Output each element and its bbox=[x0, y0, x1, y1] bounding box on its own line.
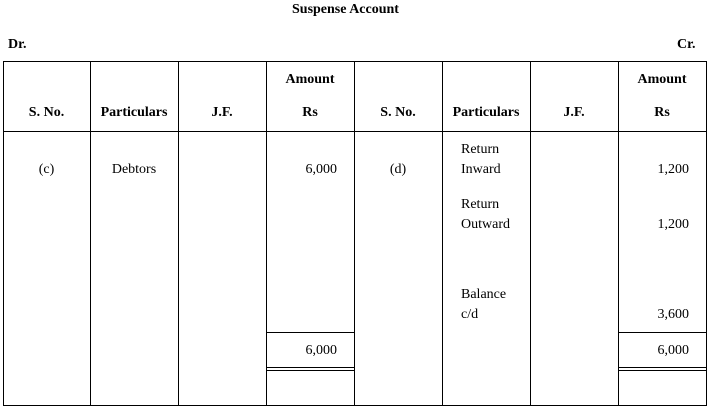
header-rs: Rs bbox=[302, 105, 318, 120]
credit-entry-amount: 1,200 bbox=[657, 162, 689, 177]
credit-entry-particulars-line1: Return bbox=[461, 197, 500, 212]
header-amount: Amount bbox=[285, 72, 335, 87]
table-bottom-border bbox=[3, 405, 707, 406]
header-amount: Amount bbox=[637, 72, 687, 87]
header-particulars: Particulars bbox=[452, 105, 520, 120]
debit-total-rule bbox=[266, 332, 355, 333]
credit-entry-particulars-line2: Inward bbox=[461, 162, 501, 177]
debit-entry-amount: 6,000 bbox=[305, 162, 337, 177]
debit-entry-sno: (c) bbox=[38, 162, 55, 177]
col-line bbox=[706, 61, 707, 406]
debit-entry-particulars: Debtors bbox=[111, 162, 157, 177]
credit-side-label: Cr. bbox=[677, 37, 696, 52]
header-particulars: Particulars bbox=[100, 105, 168, 120]
header-divider bbox=[3, 131, 707, 132]
credit-entry-sno: (d) bbox=[389, 162, 407, 177]
header-jf: J.F. bbox=[211, 105, 233, 120]
table-top-border bbox=[3, 61, 707, 62]
credit-total-double-rule bbox=[618, 370, 707, 371]
debit-total-double-rule bbox=[266, 367, 355, 368]
credit-entry-particulars-line1: Balance bbox=[461, 287, 507, 302]
header-jf: J.F. bbox=[563, 105, 585, 120]
credit-total-double-rule bbox=[618, 367, 707, 368]
debit-total-double-rule bbox=[266, 370, 355, 371]
credit-entry-particulars-line2: c/d bbox=[461, 307, 479, 322]
debit-side-label: Dr. bbox=[8, 37, 27, 52]
header-rs: Rs bbox=[654, 105, 670, 120]
credit-total-rule bbox=[618, 332, 707, 333]
header-sno: S. No. bbox=[380, 105, 416, 120]
header-sno: S. No. bbox=[28, 105, 65, 120]
credit-entry-particulars-line1: Return bbox=[461, 142, 500, 157]
debit-total-amount: 6,000 bbox=[305, 343, 337, 358]
credit-entry-amount: 1,200 bbox=[657, 217, 689, 232]
credit-total-amount: 6,000 bbox=[657, 343, 689, 358]
credit-entry-amount: 3,600 bbox=[657, 307, 689, 322]
account-title: Suspense Account bbox=[292, 2, 399, 17]
credit-entry-particulars-line2: Outward bbox=[461, 217, 510, 232]
